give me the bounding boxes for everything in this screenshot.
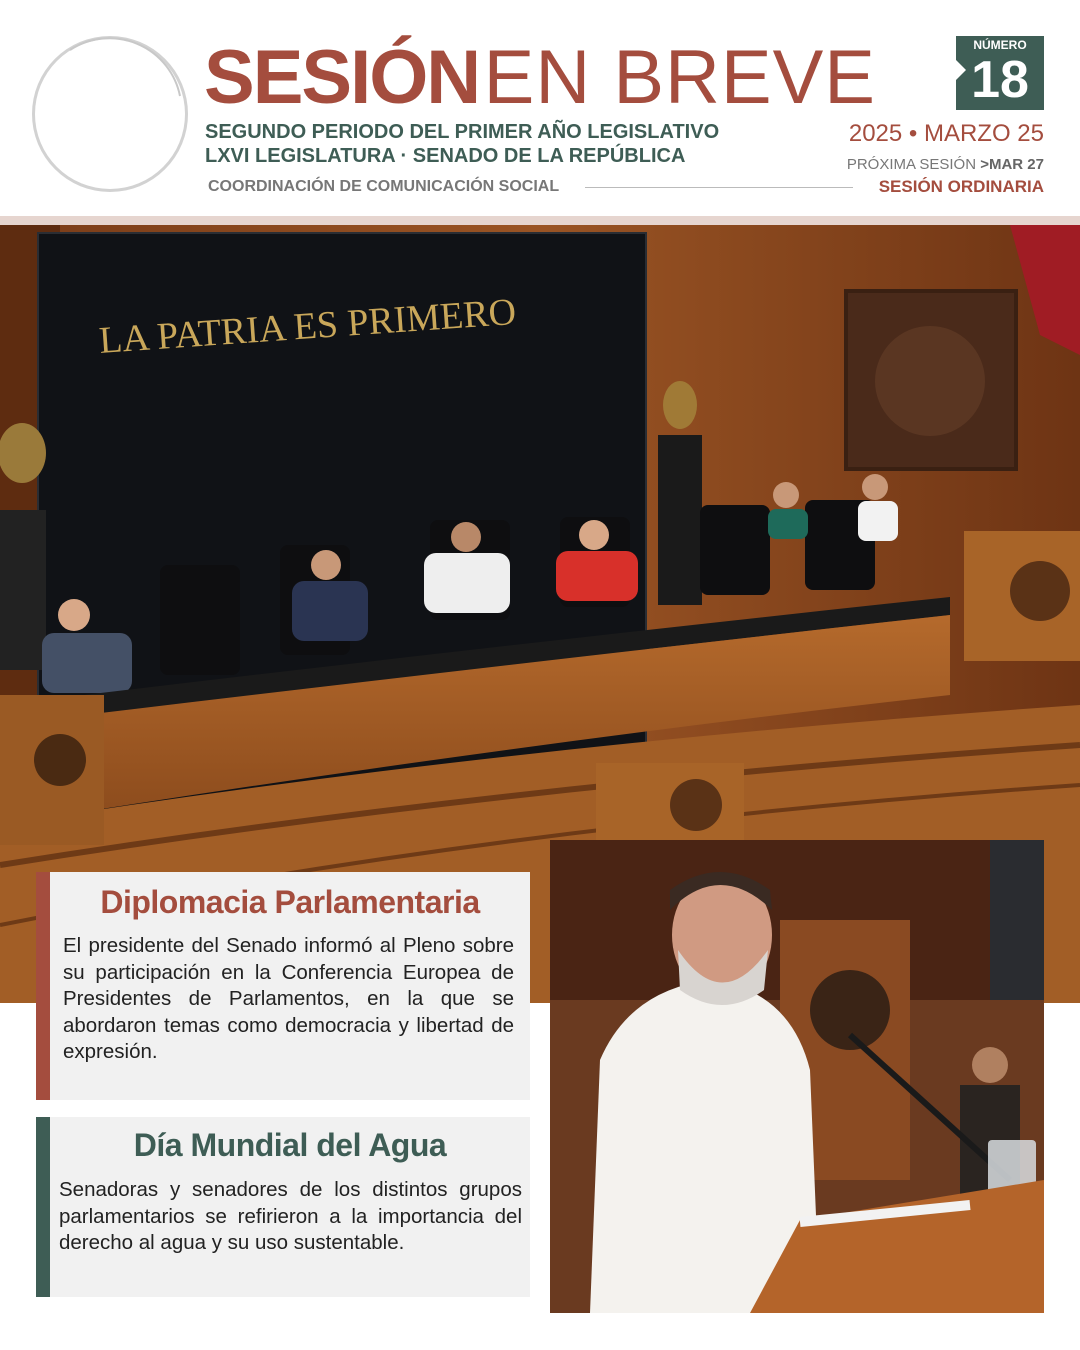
card-accent-bar (36, 872, 50, 1100)
title-light: EN BREVE (483, 35, 876, 120)
issue-badge (956, 36, 1044, 110)
session-date: 2025 • MARZO 25 (848, 120, 1044, 147)
article-card-agua (36, 1117, 530, 1297)
article-card-diplomacia (36, 872, 530, 1100)
header-band (0, 216, 1080, 225)
article-title: Diplomacia Parlamentaria (100, 884, 480, 920)
newsletter-title (204, 35, 876, 120)
article-body: El presidente del Senado informó al Pleno sobre su participación en la Conferencia Europea de Presidentes de Parlamentos, en la que se abordaron temas como democracia y libertad de expresión. (63, 934, 514, 1063)
divider-line (585, 187, 853, 188)
wall-inscription: LA PATRIA ES PRIMERO (97, 290, 518, 362)
session-type: SESIÓN ORDINARIA (878, 177, 1044, 196)
next-session-label: PRÓXIMA SESIÓN (846, 156, 977, 173)
article-body: Senadoras y senadores de los distintos grupos parlamentarios se refirieron a la importancia del derecho al agua y su uso sustentable. (59, 1178, 522, 1254)
issue-label: NÚMERO (973, 38, 1027, 52)
legislature-subtitle: LXVI LEGISLATURA · SENADO DE LA REPÚBLICA (205, 145, 686, 167)
article-title: Día Mundial del Agua (133, 1127, 447, 1163)
speaker-illustration (550, 840, 1044, 1313)
issue-number: 18 (971, 51, 1029, 109)
card-accent-bar (36, 1117, 50, 1297)
title-bold: SESIÓN (204, 35, 480, 120)
header (0, 0, 1080, 216)
speaker-photo (550, 840, 1044, 1313)
coordination-label: COORDINACIÓN DE COMUNICACIÓN SOCIAL (208, 178, 560, 195)
period-subtitle: SEGUNDO PERIODO DEL PRIMER AÑO LEGISLATIVO (205, 121, 720, 143)
next-session-date: >MAR 27 (980, 156, 1044, 173)
senate-logo-icon (28, 32, 192, 196)
next-session (847, 156, 1044, 173)
